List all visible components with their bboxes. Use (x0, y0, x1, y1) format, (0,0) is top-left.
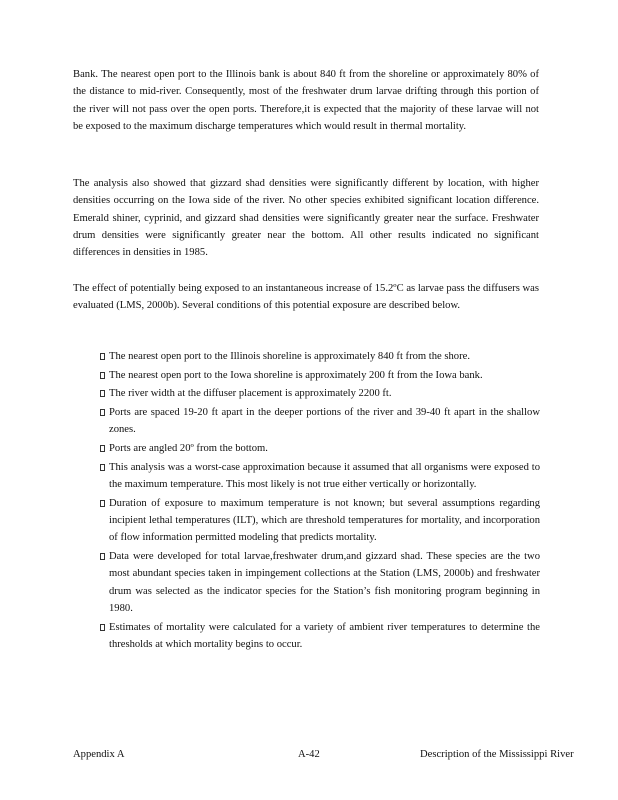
list-item (100, 440, 540, 457)
bullet-box-icon (100, 445, 105, 452)
list-item-text: The nearest open port to the Illinois shoreline is approximately 840 ft from the shore. (109, 351, 470, 362)
footer-page-number: A-42 (298, 749, 320, 760)
bullet-box-icon (100, 624, 105, 631)
list-item-text: Estimates of mortality were calculated for a variety of ambient river temperatures to determine the thresholds at which mortality begins to occur. (109, 621, 540, 650)
bullet-box-icon (100, 553, 105, 560)
bullet-box-icon (100, 409, 105, 416)
list-item-text: Ports are spaced 19-20 ft apart in the deeper portions of the river and 39-40 ft apart in the shallow zones. (109, 407, 540, 436)
list-item (100, 385, 540, 402)
list-item (100, 404, 540, 439)
footer-appendix-label: Appendix A (73, 749, 125, 760)
list-item (100, 348, 540, 365)
list-item (100, 548, 540, 617)
conditions-bullet-list (100, 348, 540, 655)
footer-section-title: Description of the Mississippi River (420, 749, 574, 760)
bullet-box-icon (100, 353, 105, 360)
list-item-text: The river width at the diffuser placement is approximately 2200 ft. (109, 388, 392, 400)
paragraph-3: The effect of potentially being exposed to an instantaneous increase of 15.2ºC as larvae pass the diffusers was evaluated (LMS, 2000b). Several conditions of this potential exposure are described below. (73, 283, 539, 312)
bullet-box-icon (100, 372, 105, 379)
list-item (100, 367, 540, 384)
bullet-box-icon (100, 464, 105, 471)
paragraph-1: Bank. The nearest open port to the Illinois bank is about 840 ft from the shoreline or approximately 80% of the distance to mid-river. Consequently, most of the freshwater drum larvae drifting through this portion of the river will not pass over the open ports. Therefore,it is expected that the majority of these larvae will not be exposed to the maximum discharge temperatures which would result in thermal mortality. (73, 69, 539, 132)
bullet-box-icon (100, 500, 105, 507)
bullet-box-icon (100, 390, 105, 397)
list-item-text: The nearest open port to the Iowa shoreline is approximately 200 ft from the Iowa bank. (109, 369, 483, 381)
list-item (100, 459, 540, 494)
list-item-text: Data were developed for total larvae,freshwater drum,and gizzard shad. These species are the two most abundant species taken in impingement collections at the Station (LMS, 2000b) and freshwater drum was selected as the indicator species for the Station’s fish monitoring program beginning in 1980. (109, 551, 540, 614)
list-item-text: Ports are angled 20º from the bottom. (109, 443, 268, 455)
list-item (100, 619, 540, 654)
list-item-text: This analysis was a worst-case approximation because it assumed that all organisms were exposed to the maximum temperature. This most likely is not true either vertically or horizontally. (109, 461, 540, 491)
paragraph-2: The analysis also showed that gizzard shad densities were significantly different by location, with higher densities occurring on the Iowa side of the river. No other species exhibited significant location difference. Emerald shiner, cyprinid, and gizzard shad densities were significantly greater near the surface. Freshwater drum densities were significantly greater near the bottom. All other results indicated no significant differences in densities in 1985. (73, 178, 539, 259)
list-item-text: Duration of exposure to maximum temperature is not known; but several assumptions regarding incipient lethal temperatures (ILT), which are threshold temperatures for mortality, and incorporation of flow information permitted modeling that predicts mortality. (109, 497, 540, 544)
list-item (100, 495, 540, 547)
